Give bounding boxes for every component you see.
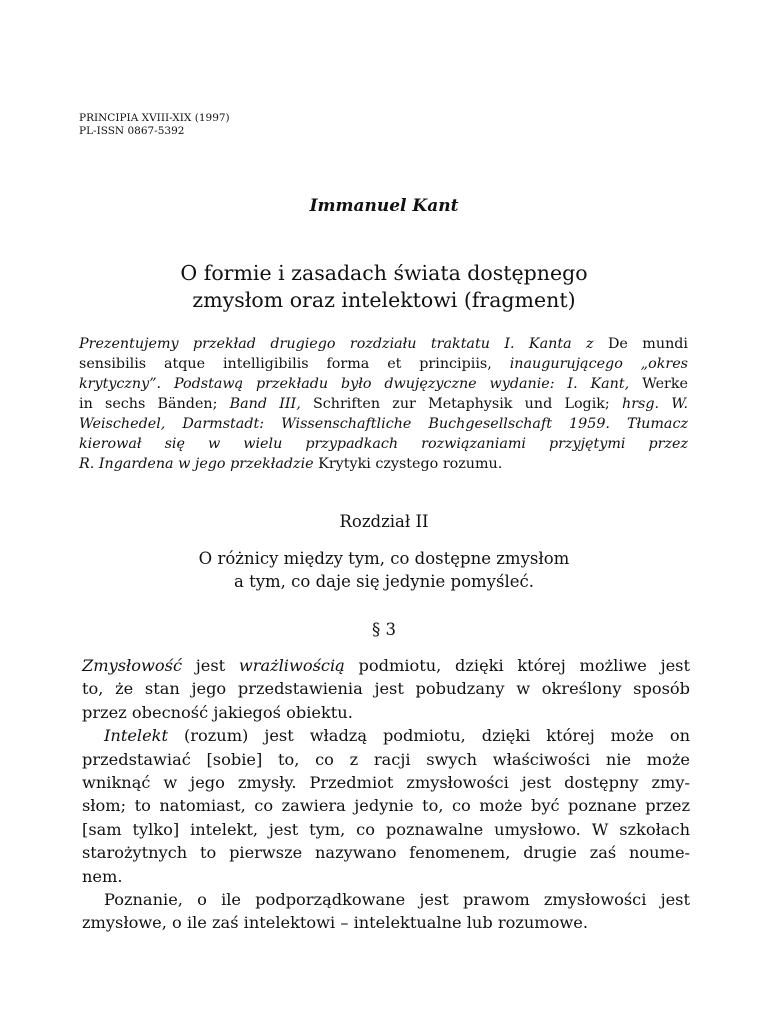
translator-note xyxy=(79,334,688,474)
term: Zmysłowość xyxy=(82,656,183,675)
body-line: słom; to natomiast, co zawiera jedynie to, co może być poznane przez xyxy=(82,796,690,816)
term: wrażliwością xyxy=(238,656,345,675)
chapter-subtitle-line-1: O różnicy między tym, co dostępne zmysłom xyxy=(198,549,570,568)
body-line: nem. xyxy=(82,866,123,886)
intro-line-2 xyxy=(79,354,688,374)
term: Intelekt xyxy=(104,726,168,746)
intro-text: Prezentujemy przekład drugiego rozdziału traktatu I. Kanta z xyxy=(79,336,594,352)
body-text xyxy=(82,654,690,935)
intro-line-7 xyxy=(79,454,688,474)
intro-line-4 xyxy=(79,394,688,414)
section-heading: § 3 xyxy=(372,620,396,639)
body-line: zmysłowe, o ile zaś intelektowi – intelektualne lub rozumowe. xyxy=(82,913,588,933)
author-name: Immanuel Kant xyxy=(309,196,459,216)
chapter-heading: Rozdział II xyxy=(339,512,429,531)
body-line: przez obecność jakiegoś obiektu. xyxy=(82,702,353,722)
intro-line-3 xyxy=(79,374,688,394)
intro-text: inaugurującego „okres xyxy=(509,356,688,372)
body-line: to, że stan jego przedstawienia jest pobudzany w określony sposób xyxy=(82,679,690,699)
intro-line-5: Weischedel, Darmstadt: Wissenschaftliche Buchgesellschaft 1959. Tłumacz xyxy=(79,416,688,432)
body-line xyxy=(82,654,690,677)
journal-metadata xyxy=(79,112,230,138)
body-line: przedstawiać [sobie] to, co z racji swych właściwości nie może xyxy=(82,749,690,769)
body-line: wniknąć w jego zmysły. Przedmiot zmysłowości jest dostępny zmy- xyxy=(82,773,690,793)
body-line: [sam tylko] intelekt, jest tym, co poznawalne umysłowo. W szkołach xyxy=(82,819,690,839)
body-line: Poznanie, o ile podporządkowane jest prawom zmysłowości jest xyxy=(104,890,690,910)
intro-text: hrsg. W. xyxy=(621,396,689,412)
intro-work-title: in sechs Bänden; xyxy=(79,396,218,412)
intro-work-title: Schriften zur Metaphysik und Logik; xyxy=(312,396,610,412)
intro-work-title: Werke xyxy=(642,376,689,392)
intro-work-title: sensibilis atque intelligibilis forma et principiis, xyxy=(79,356,492,372)
article-title-line-2: zmysłom oraz intelektowi (fragment) xyxy=(192,288,576,312)
intro-text: R. Ingardena w jego przekładzie xyxy=(79,456,314,472)
body-fragment: jest xyxy=(182,656,239,675)
intro-line-1 xyxy=(79,334,688,354)
article-title xyxy=(0,260,768,314)
intro-work-title: Krytyki czystego rozumu. xyxy=(318,456,503,472)
article-title-line-1: O formie i zasadach świata dostępnego xyxy=(180,261,588,285)
journal-issn: PL-ISSN 0867-5392 xyxy=(79,125,185,137)
intro-work-title: De mundi xyxy=(607,336,688,352)
body-line xyxy=(82,724,690,747)
chapter-subtitle-line-2: a tym, co daje się jedynie pomyśleć. xyxy=(233,572,534,591)
intro-text: Band III, xyxy=(229,396,301,412)
body-fragment: podmiotu, dzięki której możliwe jest xyxy=(344,656,690,675)
intro-text: krytyczny”. Podstawą przekładu było dwujęzyczne wydanie: I. Kant, xyxy=(79,376,630,392)
chapter-subtitle xyxy=(0,547,768,593)
intro-line-6: kierował się w wielu przypadkach rozwiązaniami przyjętymi przez xyxy=(79,436,688,452)
body-fragment: (rozum) jest władzą podmiotu, dzięki której może on xyxy=(167,726,690,746)
body-line: starożytnych to pierwsze nazywano fenomenem, drugie zaś noume- xyxy=(82,843,690,863)
journal-citation: PRINCIPIA XVIII-XIX (1997) xyxy=(79,112,230,124)
